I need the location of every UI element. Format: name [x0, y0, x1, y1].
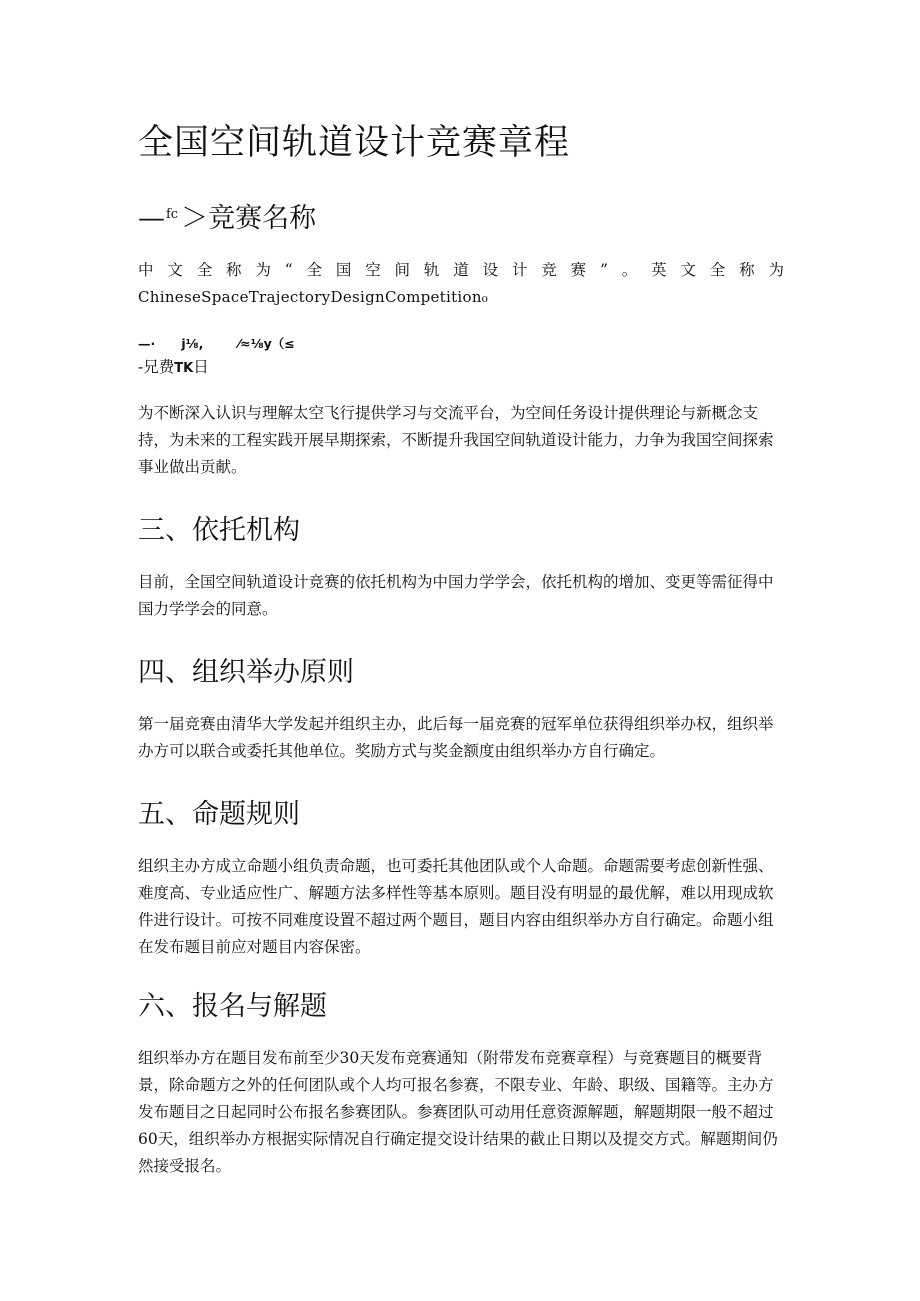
heading-text: ＞竞赛名称 — [181, 203, 317, 234]
section-heading-host-institution: 三、依托机构 — [138, 515, 300, 546]
paragraph-registration: 组织举办方在题目发布前至少30天发布竞赛通知（附带发布竞赛章程）与竞赛题目的概要背景，除命题方之外的任何团队或个人均可报名参赛，不限专业、年龄、职级、国籍等。主办方发布题目之日起同时公布报名参赛团队。参赛团队可动用任意资源解题，解题期限一般不超过60天，组织举办方根据实际情况自行确定提交设计结果的截止日期以及提交方式。解题期间仍然接受报名。 — [138, 1049, 778, 1175]
english-name: ChineseSpaceTrajectoryDesignCompetition₀ — [138, 288, 489, 306]
heading-ocr-fragment: fc — [166, 207, 179, 222]
paragraph-organization: 第一届竞赛由清华大学发起并组织主办，此后每一届竞赛的冠军单位获得组织举办权，组织举办方可以联合或委托其他单位。奖励方式与奖金额度由组织举办方自行确定。 — [138, 715, 774, 760]
garbled-heading-line-2 — [138, 355, 209, 377]
section-heading-organization: 四、组织举办原则 — [138, 657, 354, 688]
paragraph-line: 中文全称为“全国空间轨道设计竞赛”。英文全称为 — [138, 261, 784, 279]
garbled-text-bold: TK — [174, 361, 194, 376]
paragraph-purpose: 为不断深入认识与理解太空飞行提供学习与交流平台，为空间任务设计提供理论与新概念支持，为未来的工程实践开展早期探索，不断提升我国空间轨道设计能力，力争为我国空间探索事业做出贡献。 — [138, 404, 774, 476]
garbled-text: 日 — [193, 358, 209, 376]
garbled-heading-line: —· j⅛, ⁄≈⅛y（≤ — [138, 336, 295, 351]
paragraph-competition-name — [138, 257, 784, 311]
document-title: 全国空间轨道设计竞赛章程 — [138, 123, 571, 163]
heading-prefix: — — [138, 203, 165, 234]
paragraph-problem-rules: 组织主办方成立命题小组负责命题，也可委托其他团队或个人命题。命题需要考虑创新性强、难度高、专业适应性广、解题方法多样性等基本原则。题目没有明显的最优解，难以用现成软件进行设计。可按不同难度设置不超过两个题目，题目内容由组织举办方自行确定。命题小组在发布题目前应对题目内容保密。 — [138, 857, 774, 956]
garbled-text: -兄费 — [138, 358, 175, 376]
paragraph-host-institution: 目前，全国空间轨道设计竞赛的依托机构为中国力学学会，依托机构的增加、变更等需征得中国力学学会的同意。 — [138, 573, 774, 618]
section-heading-registration: 六、报名与解题 — [138, 991, 327, 1022]
section-heading-problem-rules: 五、命题规则 — [138, 799, 300, 830]
section-heading-competition-name — [138, 196, 316, 235]
